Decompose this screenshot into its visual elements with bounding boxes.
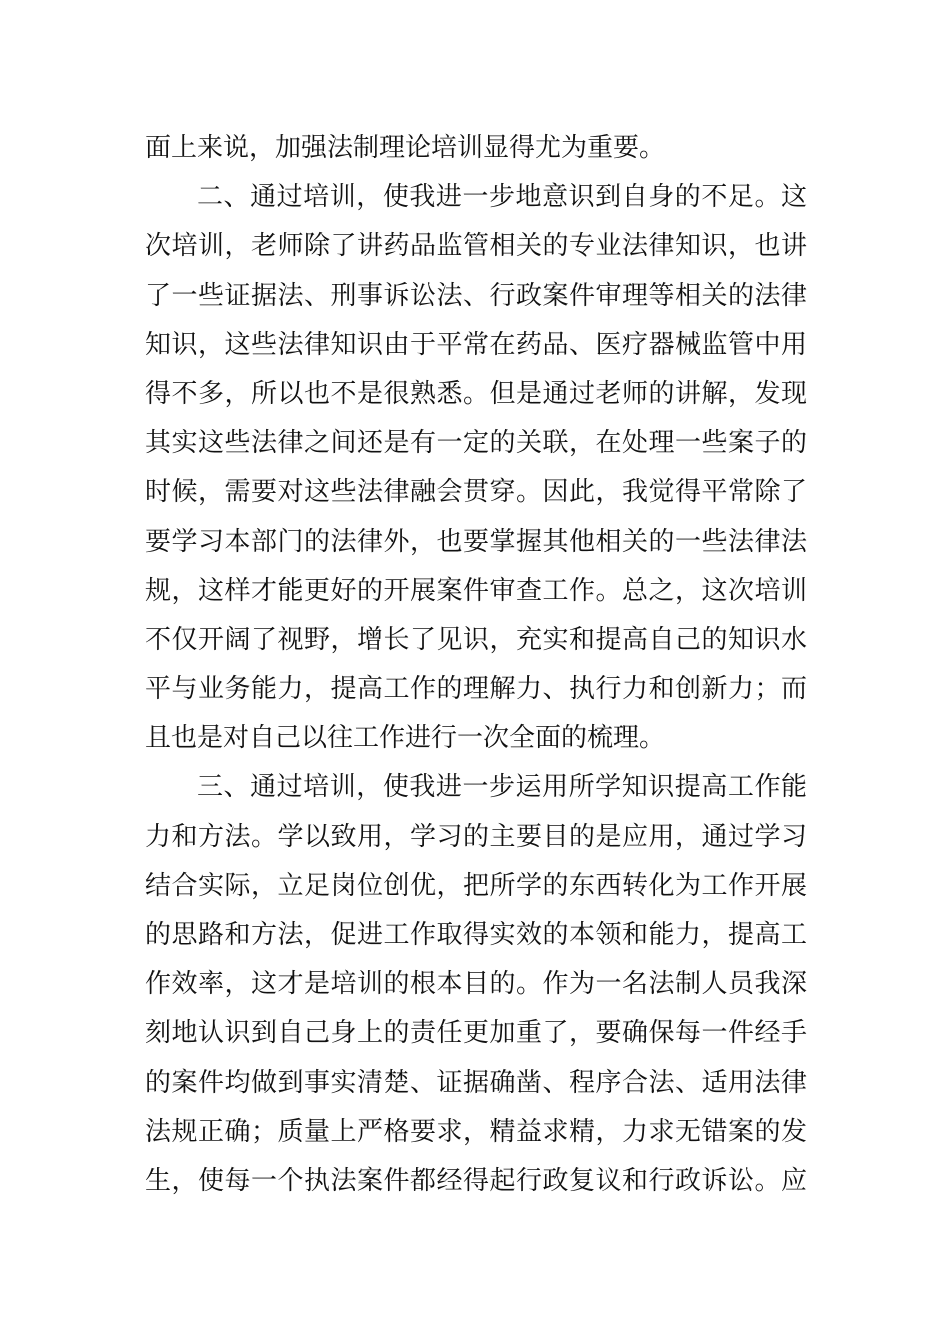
text-line: 且也是对自己以往工作进行一次全面的梳理。: [145, 723, 666, 754]
text-line: 力和方法。学以致用，学习的主要目的是应用，通过学习: [145, 821, 807, 852]
text-line: 的案件均做到事实清楚、证据确凿、程序合法、适用法律: [145, 1067, 807, 1098]
paragraph-two-first-line: 二、通过培训，使我进一步地意识到自身的不足。这: [197, 182, 807, 213]
text-line: 其实这些法律之间还是有一定的关联，在处理一些案子的: [145, 428, 807, 459]
text-line: 了一些证据法、刑事诉讼法、行政案件审理等相关的法律: [145, 280, 807, 311]
text-line: 的思路和方法，促进工作取得实效的本领和能力，提高工: [145, 920, 807, 950]
text-line: 不仅开阔了视野，增长了见识，充实和提高自己的知识水: [145, 624, 807, 655]
text-line: 结合实际，立足岗位创优，把所学的东西转化为工作开展: [145, 870, 807, 901]
text-line: 规，这样才能更好的开展案件审查工作。总之，这次培训: [145, 575, 807, 606]
text-line: 时候，需要对这些法律融会贯穿。因此，我觉得平常除了: [145, 477, 807, 508]
text-line: 次培训，老师除了讲药品监管相关的专业法律知识，也讲: [145, 231, 807, 262]
paragraph-three-first-line: 三、通过培训，使我进一步运用所学知识提高工作能: [197, 772, 807, 803]
text-line: 作效率，这才是培训的根本目的。作为一名法制人员我深: [145, 969, 807, 1000]
text-line: 面上来说，加强法制理论培训显得尤为重要。: [145, 133, 666, 163]
text-line: 刻地认识到自己身上的责任更加重了，要确保每一件经手: [145, 1018, 807, 1049]
text-line: 平与业务能力，提高工作的理解力、执行力和创新力；而: [145, 674, 807, 705]
text-line: 生，使每一个执法案件都经得起行政复议和行政诉讼。应: [145, 1165, 807, 1196]
text-line: 知识，这些法律知识由于平常在药品、医疗器械监管中用: [145, 329, 807, 360]
text-line: 得不多，所以也不是很熟悉。但是通过老师的讲解，发现: [145, 378, 807, 409]
text-line: 要学习本部门的法律外，也要掌握其他相关的一些法律法: [145, 526, 807, 557]
body-text: [145, 124, 807, 1206]
text-line: 法规正确；质量上严格要求，精益求精，力求无错案的发: [145, 1116, 807, 1147]
